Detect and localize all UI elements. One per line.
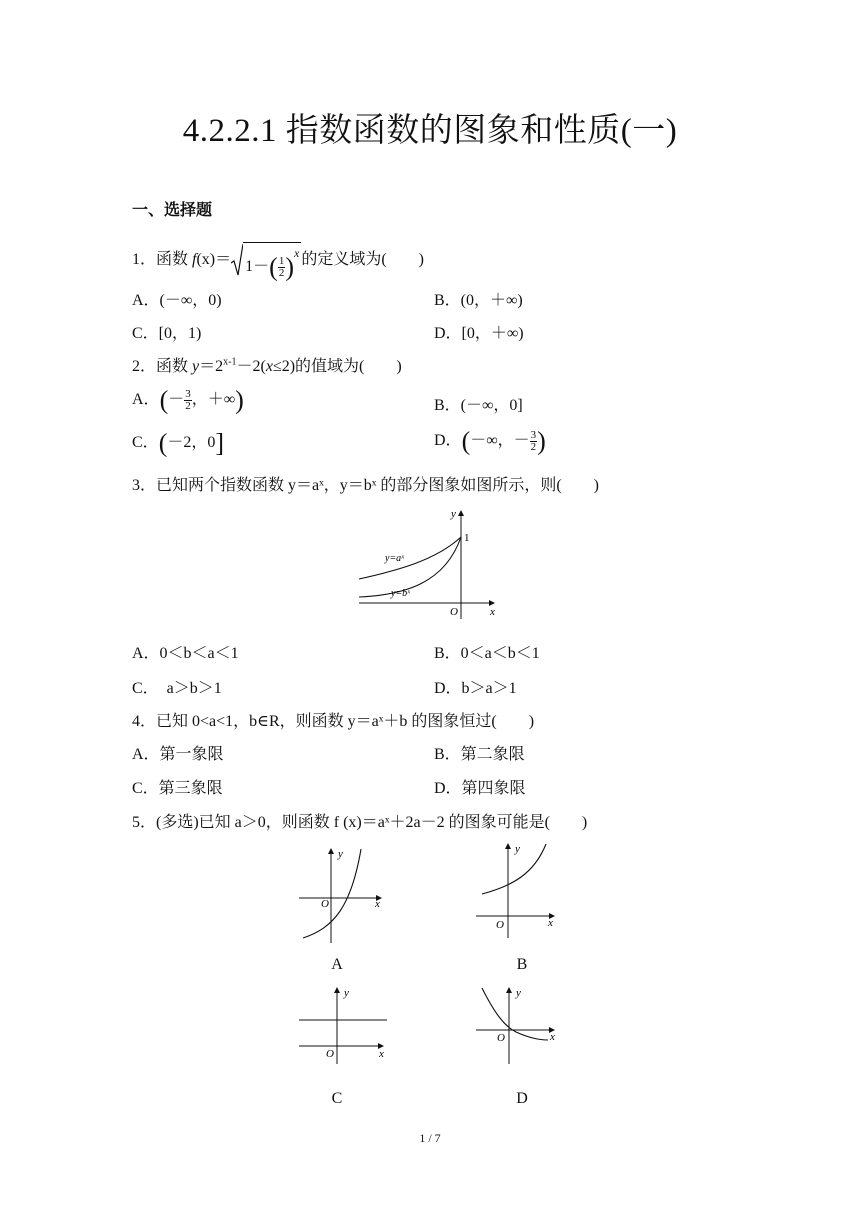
q5-graph-c[interactable]	[293, 982, 393, 1067]
question-2	[132, 353, 402, 376]
q2-var-y: y	[192, 358, 200, 375]
q1-prefix: 1．函数	[132, 251, 193, 269]
q1-option-c[interactable]: C．[0，1)	[132, 325, 202, 342]
q2-d-den: 2	[530, 440, 537, 453]
q2-text-b: ＝2	[199, 358, 224, 375]
page-number: 1 / 7	[419, 1131, 441, 1145]
q1-inside: 1－	[245, 258, 270, 275]
q5-graph-d[interactable]	[472, 982, 572, 1067]
q2-text-d: ≤2)的值域为( )	[272, 358, 402, 375]
question-1	[132, 242, 424, 282]
q1-suffix: 的定义域为( )	[301, 251, 424, 269]
q3-yb-label: y=bˣ	[391, 588, 411, 599]
q2-option-c[interactable]	[132, 428, 225, 458]
q4-option-d[interactable]: D．第四象限	[434, 780, 526, 797]
page-title: 4.2.2.1 指数函数的图象和性质(一)	[182, 113, 678, 149]
q3-option-b[interactable]: B．0＜a＜b＜1	[434, 645, 540, 662]
q2-c-rest: －2，0	[167, 434, 216, 451]
q2-text-a: 2．函数	[132, 358, 193, 375]
q3-figure	[355, 505, 505, 625]
question-3: 3．已知两个指数函数 y＝aˣ，y＝bˣ 的部分图象如图所示，则( )	[132, 477, 600, 494]
q1-sqrt: 1－( $\frac{1}{2}$ )$^x$	[231, 242, 301, 279]
q2-a-close: )	[235, 385, 244, 415]
q2-a-fraction	[184, 389, 192, 412]
q3-option-d[interactable]: D．b＞a＞1	[434, 680, 517, 697]
q2-option-b[interactable]: B．(－∞，0]	[434, 397, 523, 414]
q2-option-a[interactable]	[132, 385, 244, 415]
q4-option-a[interactable]: A．第一象限	[132, 746, 224, 763]
q2-a-sign: －	[168, 391, 185, 408]
q5b-origin-label: O	[496, 919, 504, 931]
question-4: 4．已知 0<a<1，b∈R，则函数 y＝aˣ＋b 的图象恒过( )	[132, 713, 535, 730]
q5b-y-label: y	[515, 843, 520, 855]
q5c-origin-label: O	[326, 1048, 334, 1060]
q5a-x-label: x	[375, 898, 380, 910]
q2-var-x: x	[265, 358, 273, 375]
q3-option-c[interactable]: C． a＞b＞1	[132, 680, 222, 697]
q3-y-label: y	[451, 508, 456, 520]
q2-c-open: (	[158, 428, 168, 458]
q5d-x-label: x	[550, 1031, 555, 1043]
q2-a-label: A．	[132, 391, 160, 408]
q1-option-a[interactable]: A．(－∞，0)	[132, 292, 222, 309]
question-5: 5．(多选)已知 a＞0，则函数 f (x)＝aˣ＋2a－2 的图象可能是( )	[132, 814, 588, 831]
q2-d-rest: －∞，－	[470, 432, 530, 449]
q2-a-open: (	[159, 385, 169, 415]
q5-caption-c: C	[331, 1090, 343, 1107]
q5d-y-label: y	[516, 987, 521, 999]
q5d-origin-label: O	[497, 1032, 505, 1044]
q3-one-label: 1	[464, 532, 470, 544]
q2-a-rest: ，＋∞	[191, 391, 236, 408]
q3-option-a[interactable]: A．0＜b＜a＜1	[132, 645, 239, 662]
section-heading: 一、选择题	[132, 200, 213, 219]
q2-d-label: D．	[434, 432, 462, 449]
q2-a-num: 3	[185, 387, 191, 400]
q1-arg: (x)	[196, 251, 216, 269]
q3-graph	[355, 505, 505, 625]
q1-option-b[interactable]: B．(0，＋∞)	[434, 292, 523, 309]
q2-text-c: －2(	[236, 358, 266, 375]
q3-origin-label: O	[450, 606, 458, 618]
q5-caption-a: A	[331, 956, 343, 973]
q5-caption-d: D	[516, 1090, 528, 1107]
q5-graph-b[interactable]	[472, 838, 572, 943]
q3-x-label: x	[490, 606, 495, 618]
q2-exponent: x-1	[223, 356, 237, 368]
q5-caption-b: B	[516, 956, 528, 973]
q1-frac-num: 1	[278, 254, 285, 267]
q5c-y-label: y	[344, 987, 349, 999]
q3-ya-label: y=aˣ	[385, 553, 405, 564]
q2-a-den: 2	[185, 399, 191, 412]
q1-eq: ＝	[215, 251, 232, 269]
q2-d-num: 3	[530, 428, 537, 441]
q5b-x-label: x	[548, 917, 553, 929]
q4-option-c[interactable]: C．第三象限	[132, 780, 223, 797]
radical-sign	[231, 243, 243, 277]
q5a-y-label: y	[338, 848, 343, 860]
q5a-origin-label: O	[321, 898, 329, 910]
q2-d-close: )	[537, 426, 546, 456]
q2-c-label: C．	[132, 434, 159, 451]
q5-graph-a[interactable]	[293, 843, 393, 948]
q1-exp: x	[294, 246, 300, 260]
q1-func: f	[192, 251, 197, 269]
q2-d-open: (	[461, 426, 471, 456]
q5c-x-label: x	[379, 1048, 384, 1060]
q2-option-d[interactable]	[434, 426, 546, 456]
q1-option-d[interactable]: D．[0，＋∞)	[434, 325, 524, 342]
q2-c-close: ]	[215, 428, 225, 458]
q1-frac-den: 2	[278, 266, 285, 279]
q4-option-b[interactable]: B．第二象限	[434, 746, 525, 763]
